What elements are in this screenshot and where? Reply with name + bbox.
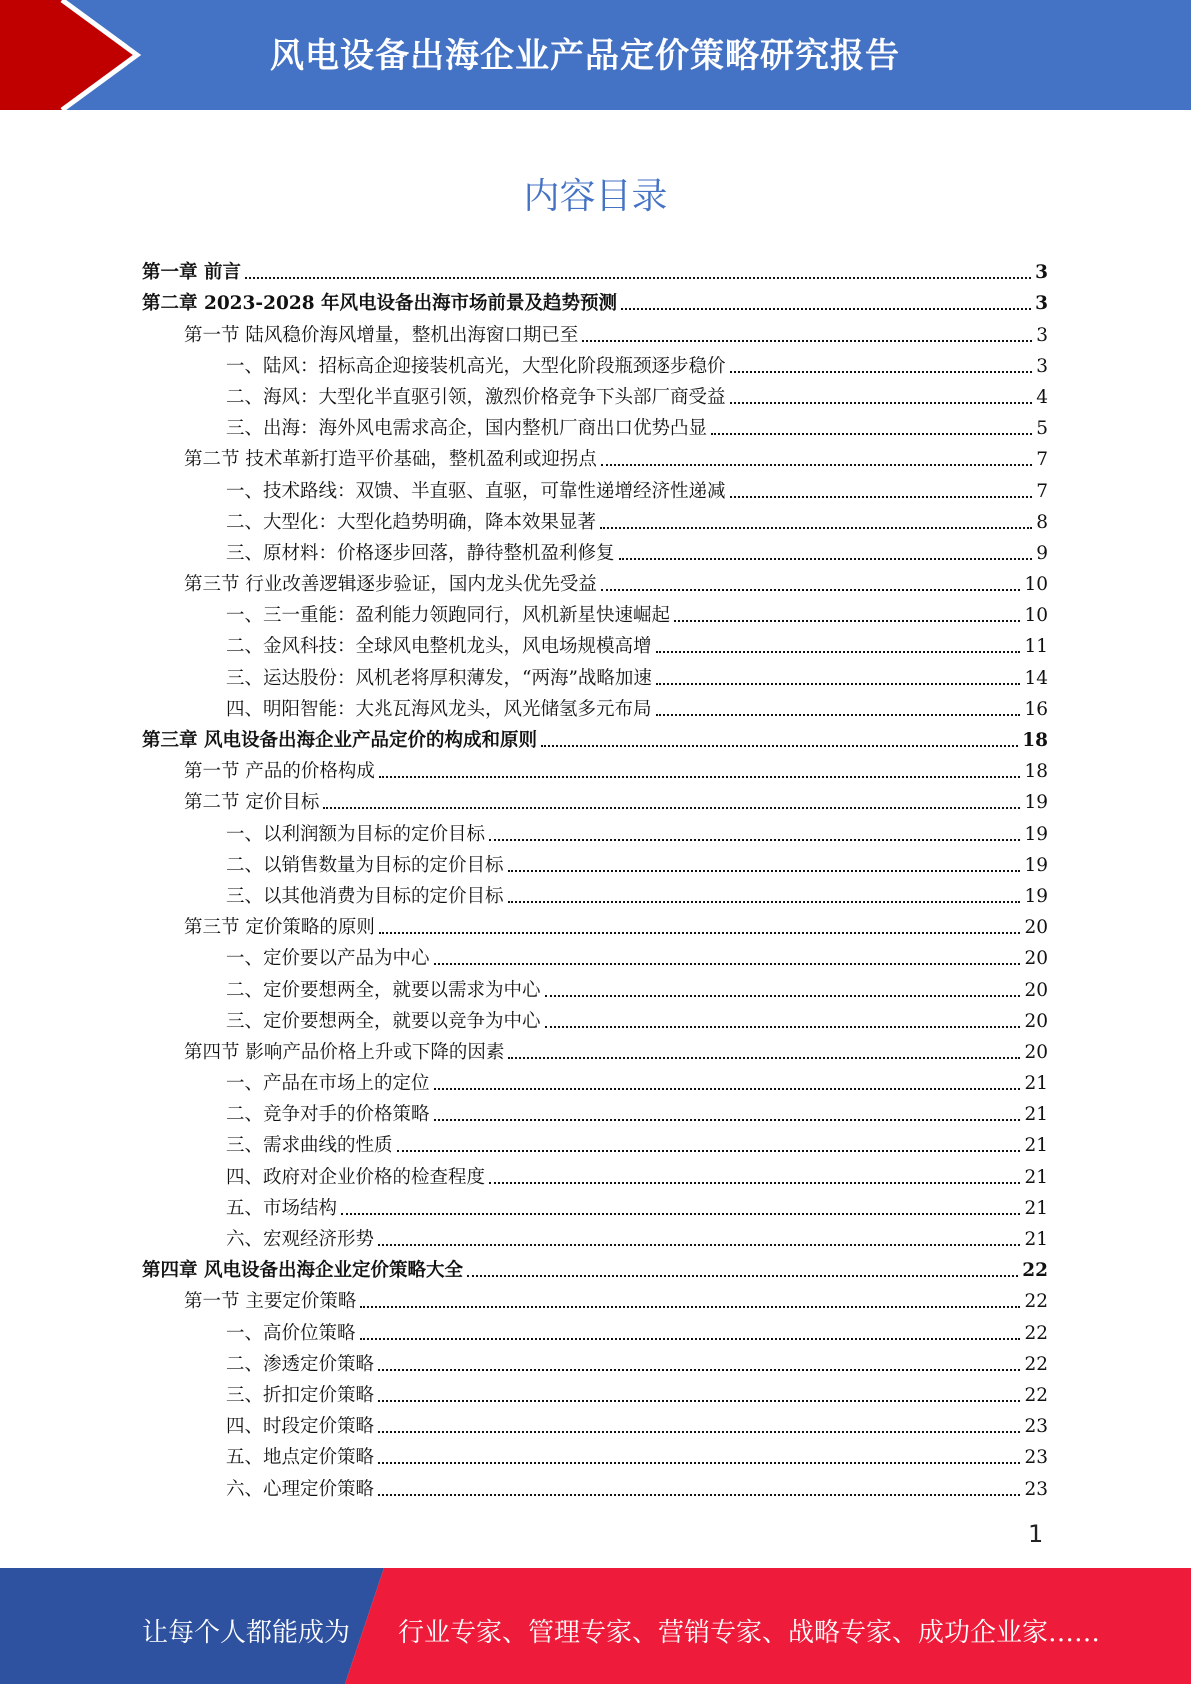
toc-subsection-entry[interactable] [142, 1376, 1048, 1407]
toc-entry-label: 第二章 2023-2028 年风电设备出海市场前景及趋势预测 [142, 293, 618, 315]
toc-entry-label: 二、定价要想两全，就要以需求为中心 [226, 979, 541, 1001]
toc-dot-leader [467, 1275, 1018, 1277]
toc-entry-label: 一、三一重能：盈利能力领跑同行，风机新星快速崛起 [226, 605, 671, 627]
toc-entry-label: 第二节 技术革新打造平价基础，整机盈利或迎拐点 [184, 449, 597, 471]
toc-dot-leader [378, 1494, 1020, 1496]
toc-section-entry[interactable] [142, 783, 1048, 814]
toc-dot-leader [508, 901, 1021, 903]
toc-subsection-entry[interactable] [142, 1095, 1048, 1126]
toc-section-entry[interactable] [142, 908, 1048, 939]
toc-entry-page: 7 [1036, 480, 1048, 502]
toc-subsection-entry[interactable] [142, 846, 1048, 877]
toc-entry-label: 一、技术路线：双馈、半直驱、直驱，可靠性递增经济性递减 [226, 480, 726, 502]
toc-dot-leader [730, 402, 1033, 404]
toc-entry-page: 21 [1024, 1104, 1048, 1126]
toc-subsection-entry[interactable] [142, 1469, 1048, 1500]
toc-entry-page: 5 [1036, 418, 1048, 440]
toc-dot-leader [397, 1150, 1021, 1152]
toc-entry-label: 第一章 前言 [142, 262, 241, 284]
toc-entry-page: 20 [1024, 948, 1048, 970]
toc-subsection-entry[interactable] [142, 1220, 1048, 1251]
toc-dot-leader [545, 995, 1021, 997]
toc-subsection-entry[interactable] [142, 1157, 1048, 1188]
toc-entry-page: 10 [1024, 605, 1048, 627]
toc-entry-page: 10 [1024, 574, 1048, 596]
toc-entry-label: 三、折扣定价策略 [226, 1384, 375, 1406]
toc-dot-leader [341, 1213, 1020, 1215]
toc-subsection-entry[interactable] [142, 1126, 1048, 1157]
toc-section-entry[interactable] [142, 440, 1048, 471]
toc-entry-label: 五、市场结构 [226, 1197, 338, 1219]
toc-entry-page: 20 [1024, 979, 1048, 1001]
toc-entry-page: 18 [1022, 730, 1048, 751]
toc-entry-page: 3 [1035, 293, 1048, 315]
toc-entry-page: 19 [1024, 854, 1048, 876]
toc-section-entry[interactable] [142, 752, 1048, 783]
toc-chapter-entry[interactable] [142, 721, 1048, 752]
toc-dot-leader [619, 558, 1033, 560]
toc-entry-page: 19 [1024, 792, 1048, 814]
toc-dot-leader [508, 870, 1021, 872]
toc-dot-leader [360, 1338, 1021, 1340]
toc-entry-label: 四、政府对企业价格的检查程度 [226, 1166, 486, 1188]
toc-dot-leader [378, 1369, 1020, 1371]
toc-entry-page: 14 [1024, 667, 1048, 689]
toc-dot-leader [582, 340, 1032, 342]
toc-entry-page: 22 [1024, 1353, 1048, 1375]
toc-entry-label: 六、宏观经济形势 [226, 1229, 375, 1250]
toc-entry-page: 21 [1024, 1135, 1048, 1157]
toc-entry-label: 六、心理定价策略 [226, 1478, 375, 1500]
toc-dot-leader [674, 620, 1020, 622]
toc-section-entry[interactable] [142, 1033, 1048, 1064]
toc-entry-label: 一、产品在市场上的定位 [226, 1073, 430, 1095]
toc-subsection-entry[interactable] [142, 409, 1048, 440]
toc-entry-page: 9 [1036, 542, 1048, 564]
toc-subsection-entry[interactable] [142, 534, 1048, 565]
toc-entry-page: 7 [1036, 449, 1048, 471]
toc-entry-page: 20 [1024, 1041, 1048, 1063]
toc-entry-label: 第三节 定价策略的原则 [184, 917, 375, 939]
toc-entry-label: 二、金风科技：全球风电整机龙头，风电场规模高增 [226, 636, 652, 658]
toc-entry-label: 第四章 风电设备出海企业定价策略大全 [142, 1260, 463, 1282]
toc-dot-leader [379, 932, 1021, 934]
toc-entry-page: 4 [1036, 386, 1048, 408]
toc-subsection-entry[interactable] [142, 1189, 1048, 1220]
toc-section-entry[interactable] [142, 315, 1048, 346]
toc-entry-page: 11 [1024, 636, 1048, 658]
toc-dot-leader [245, 277, 1031, 279]
toc-entry-page: 22 [1024, 1291, 1048, 1313]
toc-subsection-entry[interactable] [142, 1064, 1048, 1095]
toc-dot-leader [508, 1057, 1020, 1059]
toc-dot-leader [621, 308, 1031, 310]
toc-entry-label: 第一节 产品的价格构成 [184, 761, 375, 783]
toc-subsection-entry[interactable] [142, 347, 1048, 378]
toc-entry-label: 四、时段定价策略 [226, 1416, 375, 1438]
toc-subsection-entry[interactable] [142, 1002, 1048, 1033]
table-of-contents [142, 253, 1048, 1501]
toc-dot-leader [378, 1462, 1020, 1464]
toc-entry-label: 一、以利润额为目标的定价目标 [226, 823, 486, 845]
toc-dot-leader [711, 433, 1032, 435]
toc-entry-page: 22 [1024, 1322, 1048, 1344]
toc-entry-page: 22 [1022, 1260, 1048, 1282]
toc-entry-page: 21 [1024, 1073, 1048, 1095]
toc-dot-leader [656, 714, 1021, 716]
toc-entry-label: 一、高价位策略 [226, 1322, 356, 1344]
toc-entry-label: 第二节 定价目标 [184, 792, 320, 814]
toc-chapter-entry[interactable] [142, 1251, 1048, 1282]
toc-entry-page: 22 [1024, 1384, 1048, 1406]
toc-entry-label: 三、运达股份：风机老将厚积薄发，“两海”战略加速 [226, 667, 652, 689]
toc-subsection-entry[interactable] [142, 471, 1048, 502]
toc-entry-label: 一、定价要以产品为中心 [226, 948, 430, 970]
toc-dot-leader [378, 1244, 1020, 1246]
toc-dot-leader [541, 745, 1018, 747]
toc-subsection-entry[interactable] [142, 658, 1048, 689]
toc-entry-page: 23 [1024, 1478, 1048, 1500]
toc-entry-page: 3 [1036, 355, 1048, 377]
toc-subsection-entry[interactable] [142, 503, 1048, 534]
toc-subsection-entry[interactable] [142, 970, 1048, 1001]
toc-subsection-entry[interactable] [142, 1438, 1048, 1469]
toc-dot-leader [379, 776, 1021, 778]
header-band [0, 0, 1191, 110]
toc-dot-leader [360, 1306, 1020, 1308]
toc-entry-label: 二、海风：大型化半直驱引领，激烈价格竞争下头部厂商受益 [226, 386, 726, 408]
toc-entry-label: 第三章 风电设备出海企业产品定价的构成和原则 [142, 730, 537, 751]
toc-entry-label: 三、出海：海外风电需求高企，国内整机厂商出口优势凸显 [226, 418, 708, 440]
toc-dot-leader [434, 963, 1021, 965]
toc-section-entry[interactable] [142, 565, 1048, 596]
toc-entry-label: 第一节 陆风稳价海风增量，整机出海窗口期已至 [184, 324, 579, 346]
toc-entry-page: 18 [1024, 761, 1048, 783]
toc-chapter-entry[interactable] [142, 253, 1048, 284]
toc-entry-page: 21 [1024, 1197, 1048, 1219]
toc-dot-leader [601, 589, 1021, 591]
toc-heading: 内容目录 [523, 176, 668, 217]
toc-subsection-entry[interactable] [142, 1345, 1048, 1376]
toc-entry-label: 第三节 行业改善逻辑逐步验证，国内龙头优先受益 [184, 574, 597, 596]
toc-dot-leader [730, 496, 1033, 498]
toc-dot-leader [730, 371, 1033, 373]
header-red-arrow [0, 0, 137, 110]
toc-dot-leader [323, 807, 1020, 809]
toc-dot-leader [434, 1119, 1021, 1121]
footer-slogan-left: 让每个人都能成为 [142, 1618, 351, 1648]
toc-dot-leader [656, 651, 1021, 653]
toc-entry-label: 二、大型化：大型化趋势明确，降本效果显著 [226, 511, 597, 533]
toc-entry-label: 五、地点定价策略 [226, 1447, 375, 1469]
toc-entry-page: 21 [1024, 1229, 1048, 1250]
toc-entry-label: 一、陆风：招标高企迎接装机高光，大型化阶段瓶颈逐步稳价 [226, 355, 726, 377]
toc-entry-label: 四、明阳智能：大兆瓦海风龙头，风光储氢多元布局 [226, 698, 652, 720]
toc-entry-page: 21 [1024, 1166, 1048, 1188]
toc-subsection-entry[interactable] [142, 627, 1048, 658]
toc-subsection-entry[interactable] [142, 1407, 1048, 1438]
toc-entry-label: 二、以销售数量为目标的定价目标 [226, 854, 504, 876]
toc-dot-leader [601, 464, 1032, 466]
toc-subsection-entry[interactable] [142, 378, 1048, 409]
toc-dot-leader [489, 839, 1020, 841]
toc-entry-page: 23 [1024, 1416, 1048, 1438]
toc-entry-label: 三、需求曲线的性质 [226, 1135, 393, 1157]
toc-dot-leader [378, 1431, 1020, 1433]
toc-subsection-entry[interactable] [142, 939, 1048, 970]
toc-entry-page: 3 [1036, 324, 1048, 346]
toc-dot-leader [489, 1182, 1020, 1184]
toc-entry-label: 二、渗透定价策略 [226, 1353, 375, 1375]
footer-slogan-right: 行业专家、管理专家、营销专家、战略专家、成功企业家…… [398, 1618, 1101, 1648]
toc-dot-leader [545, 1026, 1021, 1028]
toc-entry-page: 3 [1035, 262, 1048, 284]
page-number: 1 [1028, 1520, 1044, 1548]
toc-subsection-entry[interactable] [142, 1313, 1048, 1344]
toc-entry-label: 二、竞争对手的价格策略 [226, 1104, 430, 1126]
toc-entry-page: 23 [1024, 1447, 1048, 1469]
toc-entry-page: 8 [1036, 511, 1048, 533]
toc-section-entry[interactable] [142, 1282, 1048, 1313]
toc-entry-page: 20 [1024, 917, 1048, 939]
toc-entry-label: 第四节 影响产品价格上升或下降的因素 [184, 1041, 505, 1063]
toc-subsection-entry[interactable] [142, 690, 1048, 721]
toc-entry-page: 20 [1024, 1010, 1048, 1032]
toc-entry-label: 三、以其他消费为目标的定价目标 [226, 885, 504, 907]
toc-entry-label: 三、原材料：价格逐步回落，静待整机盈利修复 [226, 542, 615, 564]
toc-dot-leader [656, 683, 1021, 685]
toc-subsection-entry[interactable] [142, 877, 1048, 908]
toc-entry-page: 16 [1024, 698, 1048, 720]
toc-entry-page: 19 [1024, 823, 1048, 845]
toc-entry-label: 第一节 主要定价策略 [184, 1291, 357, 1313]
toc-subsection-entry[interactable] [142, 814, 1048, 845]
toc-dot-leader [600, 527, 1032, 529]
report-title: 风电设备出海企业产品定价策略研究报告 [270, 36, 900, 76]
toc-chapter-entry[interactable] [142, 284, 1048, 315]
toc-entry-label: 三、定价要想两全，就要以竞争为中心 [226, 1010, 541, 1032]
toc-entry-page: 19 [1024, 885, 1048, 907]
toc-dot-leader [378, 1400, 1020, 1402]
toc-subsection-entry[interactable] [142, 596, 1048, 627]
toc-dot-leader [434, 1088, 1021, 1090]
